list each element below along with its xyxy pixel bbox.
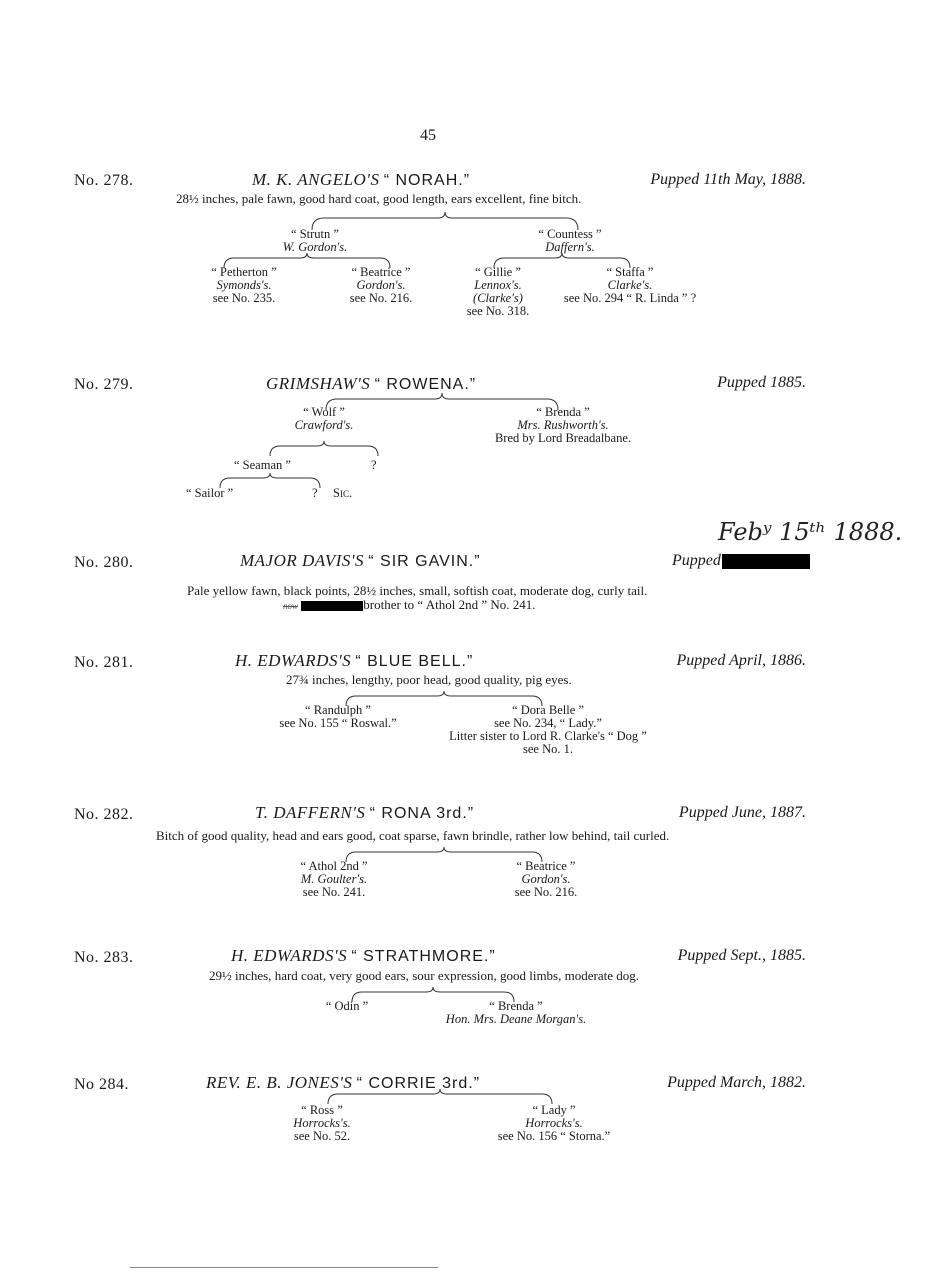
dam-name: “ Brenda ” bbox=[489, 999, 543, 1013]
dam bbox=[446, 1000, 586, 1026]
dog-name: “ ROWENA.” bbox=[374, 376, 477, 393]
grandparent-note: see No. 318. bbox=[466, 304, 530, 318]
description: 28½ inches, pale fawn, good hard coat, good length, ears excellent, fine bitch. bbox=[176, 191, 582, 206]
grandparent-name: “ Staffa ” bbox=[606, 265, 654, 279]
owner-name: GRIMSHAW'S bbox=[266, 374, 371, 393]
entry-title bbox=[266, 374, 476, 394]
sire-name: “ Strutn ” bbox=[291, 227, 339, 241]
description: 29½ inches, hard coat, very good ears, sour expression, good limbs, moderate dog. bbox=[209, 968, 639, 983]
dam-name: “ Brenda ” bbox=[536, 405, 590, 419]
description: Bitch of good quality, head and ears good, coat sparse, fawn brindle, rather low behind, tail curled. bbox=[156, 828, 670, 843]
pupped-date: Pupped June, 1887. bbox=[678, 804, 806, 821]
grandsire: “ Seaman ” bbox=[234, 458, 291, 472]
dam-note: see No. 216. bbox=[514, 885, 578, 899]
redaction-block bbox=[722, 554, 810, 569]
pupped-date: Pupped Sept., 1885. bbox=[677, 947, 806, 964]
sire bbox=[279, 704, 396, 730]
entry-number: No. 279. bbox=[74, 376, 134, 393]
dam bbox=[498, 1104, 610, 1143]
pedigree-bracket bbox=[268, 440, 380, 458]
dog-name: “ BLUE BELL.” bbox=[355, 653, 474, 670]
sire-note: see No. 241. bbox=[302, 885, 366, 899]
grandparent-owner: Symonds's. bbox=[216, 278, 272, 292]
page-edge-line bbox=[130, 1267, 438, 1268]
description: 27¾ inches, lengthy, poor head, good quality, pig eyes. bbox=[286, 672, 572, 687]
sire-owner: W. Gordon's. bbox=[282, 240, 348, 254]
sire-owner: Crawford's. bbox=[294, 418, 354, 432]
owner-name: M. K. ANGELO'S bbox=[252, 170, 380, 189]
handwritten-date: Febʸ 15ᵗʰ 1888. bbox=[718, 518, 903, 546]
entry-title bbox=[231, 946, 496, 966]
dog-name: “ NORAH.” bbox=[383, 172, 471, 189]
entry-title bbox=[252, 170, 470, 190]
grandparent-owner: Clarke's. bbox=[607, 278, 653, 292]
sire bbox=[283, 228, 348, 254]
dog-name: “ SIR GAVIN.” bbox=[368, 553, 481, 570]
pedigree-bracket bbox=[218, 472, 322, 490]
sire-note: see No. 155 “ Roswal.” bbox=[279, 716, 397, 730]
grandparent bbox=[467, 266, 530, 318]
dam-note: see No. 156 “ Storna.” bbox=[497, 1129, 611, 1143]
sire-name: “ Ross ” bbox=[301, 1103, 343, 1117]
dam-owner: Daffern's. bbox=[545, 240, 595, 254]
dam-name: “ Beatrice ” bbox=[516, 859, 576, 873]
sire-name: “ Odin ” bbox=[325, 999, 369, 1013]
grandparent-note: see No. 216. bbox=[349, 291, 413, 305]
sire-name: “ Randulph ” bbox=[305, 703, 371, 717]
dam-name: “ Lady ” bbox=[532, 1103, 576, 1117]
redaction-block bbox=[301, 601, 363, 611]
owner-name: T. DAFFERN'S bbox=[255, 803, 366, 822]
entry-number: No 284. bbox=[74, 1076, 130, 1093]
grandparent-name: “ Petherton ” bbox=[211, 265, 277, 279]
dam-note: Bred by Lord Breadalbane. bbox=[494, 431, 632, 445]
grandparent-note: see No. 235. bbox=[212, 291, 276, 305]
unknown-mark: ? bbox=[312, 486, 318, 500]
dam-owner: Horrocks's. bbox=[525, 1116, 583, 1130]
dam-note: Litter sister to Lord R. Clarke's “ Dog ” bbox=[449, 729, 647, 743]
grandparent-owner-alt: (Clarke's) bbox=[473, 291, 523, 305]
sic-mark: Sic. bbox=[333, 486, 353, 500]
pupped-date: Pupped March, 1882. bbox=[667, 1074, 806, 1091]
grandparent bbox=[211, 266, 276, 305]
description: Pale yellow fawn, black points, 28½ inches, small, softish coat, moderate dog, curly tail. bbox=[187, 583, 648, 598]
dam bbox=[515, 860, 578, 899]
sire-name: “ Athol 2nd ” bbox=[300, 859, 368, 873]
entry-number: No. 280. bbox=[74, 554, 134, 571]
dam bbox=[449, 704, 647, 756]
grandparent-name: “ Beatrice ” bbox=[351, 265, 411, 279]
pupped-label: Pupped bbox=[672, 552, 721, 569]
entry-number: No. 283. bbox=[74, 949, 134, 966]
sire-note: see No. 52. bbox=[293, 1129, 351, 1143]
owner-name: MAJOR DAVIS'S bbox=[240, 551, 364, 570]
entry-title bbox=[240, 551, 481, 571]
dam-name: “ Countess ” bbox=[538, 227, 602, 241]
dam-note: see No. 1. bbox=[522, 742, 573, 756]
grandparent-note: see No. 294 “ R. Linda ” ? bbox=[563, 291, 697, 305]
unknown-mark: ? bbox=[371, 458, 377, 472]
pupped-date: Pupped April, 1886. bbox=[676, 652, 806, 669]
pupped-date bbox=[672, 552, 810, 570]
sire-name: “ Wolf ” bbox=[303, 405, 345, 419]
great-grandsire: “ Sailor ” bbox=[186, 486, 234, 500]
grandparent bbox=[564, 266, 696, 305]
dam-note: see No. 234, “ Lady.” bbox=[494, 716, 602, 730]
entry-title bbox=[255, 803, 474, 823]
grandparent bbox=[350, 266, 413, 305]
sire bbox=[293, 1104, 350, 1143]
dam-name: “ Dora Belle ” bbox=[512, 703, 584, 717]
dog-name: “ RONA 3rd.” bbox=[369, 805, 475, 822]
dam-owner: Hon. Mrs. Deane Morgan's. bbox=[445, 1012, 587, 1026]
owner-name: H. EDWARDS'S bbox=[231, 946, 348, 965]
owner-name: H. EDWARDS'S bbox=[235, 651, 352, 670]
pupped-date: Pupped 1885. bbox=[717, 374, 806, 391]
sire bbox=[295, 406, 354, 432]
owner-name: REV. E. B. JONES'S bbox=[206, 1073, 353, 1092]
grandparent-owner: Gordon's. bbox=[356, 278, 406, 292]
description-text: brother to “ Athol 2nd ” No. 241. bbox=[363, 597, 536, 612]
entry-number: No. 282. bbox=[74, 806, 134, 823]
pupped-date: Pupped 11th May, 1888. bbox=[650, 171, 806, 188]
page-number: 45 bbox=[420, 127, 436, 144]
sire bbox=[300, 860, 367, 899]
entry-title bbox=[235, 651, 473, 671]
sire bbox=[326, 1000, 368, 1013]
sire-owner: Horrocks's. bbox=[293, 1116, 351, 1130]
sire-owner: M. Goulter's. bbox=[300, 872, 368, 886]
dog-name: “ CORRIE 3rd.” bbox=[356, 1075, 481, 1092]
grandparent-name: “ Gillie ” bbox=[475, 265, 521, 279]
grandparent-owner: Lennox's. bbox=[474, 278, 522, 292]
struck-word: now bbox=[283, 601, 299, 611]
dam-owner: Mrs. Rushworth's. bbox=[517, 418, 609, 432]
entry-number: No. 278. bbox=[74, 172, 134, 189]
description-continued bbox=[283, 597, 536, 613]
dam bbox=[495, 406, 631, 445]
dog-name: “ STRATHMORE.” bbox=[351, 948, 496, 965]
dam bbox=[538, 228, 601, 254]
dam-owner: Gordon's. bbox=[521, 872, 571, 886]
entry-number: No. 281. bbox=[74, 654, 134, 671]
